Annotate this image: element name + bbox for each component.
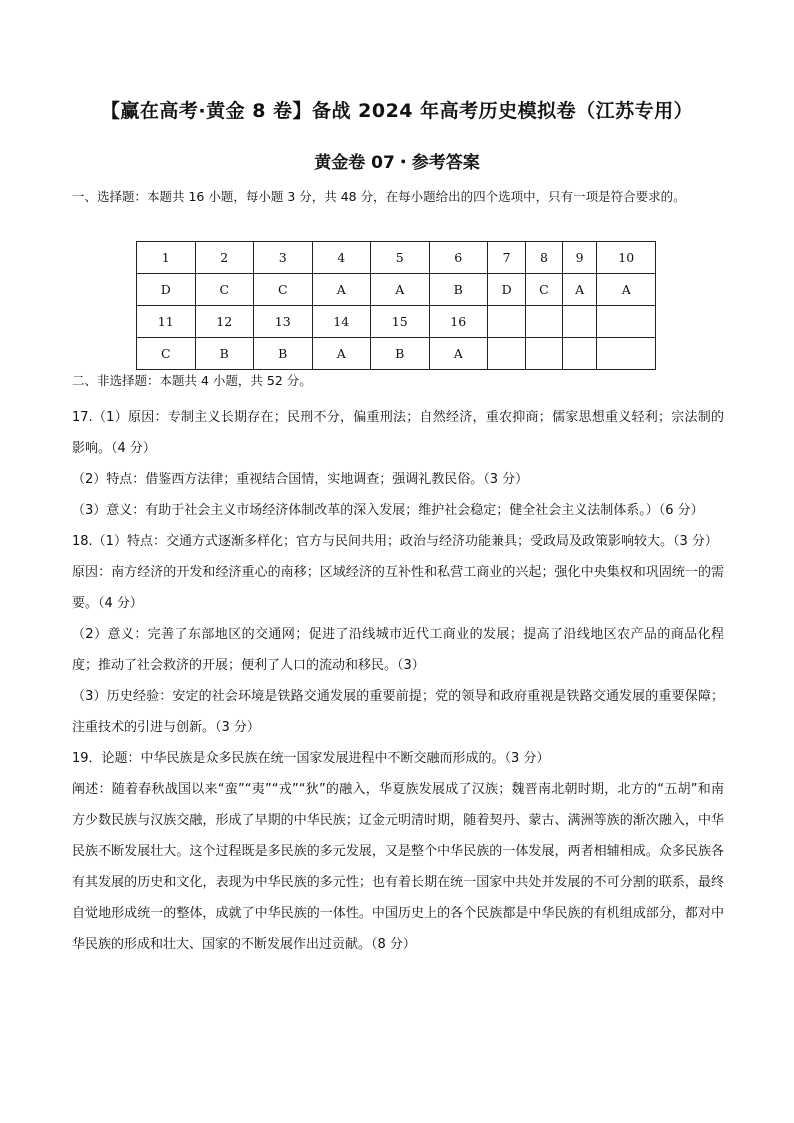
answer-table-cell: A xyxy=(562,274,597,306)
answer-table-cell: A xyxy=(312,338,371,370)
answer-table-cell xyxy=(488,306,526,338)
answer-table-cell: 7 xyxy=(488,242,526,274)
answer-table-row xyxy=(137,274,656,306)
document-title: 【赢在高考·黄金 8 卷】备战 2024 年高考历史模拟卷（江苏专用） xyxy=(100,100,694,122)
answer-table-cell: 15 xyxy=(371,306,430,338)
answer-17-1: 17.（1）原因：专制主义长期存在；民刑不分，偏重刑法；自然经济，重农抑商；儒家思想重义轻利；宗法制的影响。（4 分） xyxy=(72,410,724,456)
answer-17-2: （2）特点：借鉴西方法律；重视结合国情，实地调查；强调礼教民俗。（3 分） xyxy=(72,472,529,487)
answer-18-3: （3）历史经验：安定的社会环境是铁路交通发展的重要前提；党的领导和政府重视是铁路交通发展的重要保障；注重技术的引进与创新。（3 分） xyxy=(72,689,724,735)
answer-table-cell: 1 xyxy=(137,242,196,274)
answer-table-cell: 4 xyxy=(312,242,371,274)
answer-19-thesis: 19．论题：中华民族是众多民族在统一国家发展进程中不断交融而形成的。（3 分） xyxy=(72,751,550,766)
answer-table-cell: A xyxy=(371,274,430,306)
answer-table-row xyxy=(137,338,656,370)
answer-19-elaboration: 阐述：随着春秋战国以来“蛮”“夷”“戎”“狄”的融入，华夏族发展成了汉族；魏晋南北朝时期，北方的“五胡”和南方少数民族与汉族交融，形成了早期的中华民族；辽金元明清时期，随着契丹、蒙古、满洲等族的渐次融入，中华民族不断发展壮大。这个过程既是多民族的多元发展，又是整个中华民族的一体发展，两者相辅相成。众多民族各有其发展的历史和文化，表现为中华民族的多元性；也有着长期在统一国家中共处并发展的不可分割的联系，最终自觉地形成统一的整体，成就了中华民族的一体性。中国历史上的各个民族都是中华民族的有机组成部分，都对中华民族的形成和壮大、国家的不断发展作出过贡献。（8 分） xyxy=(72,782,724,952)
answer-table-cell: C xyxy=(526,274,563,306)
answer-table-cell xyxy=(562,306,597,338)
answer-table-cell xyxy=(488,338,526,370)
answer-table-cell: A xyxy=(429,338,488,370)
answer-table-cell: 12 xyxy=(195,306,254,338)
answer-table-cell xyxy=(526,338,563,370)
answer-18-1-features: 18.（1）特点：交通方式逐渐多样化；官方与民间共用；政治与经济功能兼具；受政局及政策影响较大。（3 分） xyxy=(72,534,718,549)
answer-table-cell: 13 xyxy=(254,306,313,338)
answer-table-cell: 10 xyxy=(597,242,656,274)
answer-table-cell: 2 xyxy=(195,242,254,274)
answer-table-cell: D xyxy=(137,274,196,306)
answer-table-cell: 9 xyxy=(562,242,597,274)
answer-table-cell xyxy=(526,306,563,338)
answer-table-cell xyxy=(597,338,656,370)
answer-table-cell xyxy=(597,306,656,338)
answer-table-cell: 3 xyxy=(254,242,313,274)
answer-table-cell: 6 xyxy=(429,242,488,274)
answer-table-cell: A xyxy=(312,274,371,306)
answers-body xyxy=(72,402,724,960)
section-2-heading: 二、非选择题：本题共 4 小题，共 52 分。 xyxy=(72,373,312,388)
answer-table-cell: B xyxy=(371,338,430,370)
answer-table xyxy=(136,241,656,370)
answer-table-cell: 16 xyxy=(429,306,488,338)
answer-17-3: （3）意义：有助于社会主义市场经济体制改革的深入发展；维护社会稳定；健全社会主义法制体系。）（6 分） xyxy=(72,503,704,518)
answer-table-cell: C xyxy=(254,274,313,306)
section-1-heading: 一、选择题：本题共 16 小题，每小题 3 分，共 48 分，在每小题给出的四个选项中，只有一项是符合要求的。 xyxy=(72,189,686,204)
answer-18-2: （2）意义：完善了东部地区的交通网；促进了沿线城市近代工商业的发展；提高了沿线地区农产品的商品化程度；推动了社会救济的开展；便利了人口的流动和移民。（3） xyxy=(72,627,724,673)
answer-18-1-reasons: 原因：南方经济的开发和经济重心的南移；区域经济的互补性和私营工商业的兴起；强化中央集权和巩固统一的需要。（4 分） xyxy=(72,565,724,611)
answer-table-cell: B xyxy=(429,274,488,306)
answer-table-cell: 5 xyxy=(371,242,430,274)
answer-table-cell: B xyxy=(254,338,313,370)
answer-table-row xyxy=(137,306,656,338)
answer-table-row xyxy=(137,242,656,274)
answer-table-cell: C xyxy=(137,338,196,370)
answer-table-cell: 14 xyxy=(312,306,371,338)
answer-table-cell: D xyxy=(488,274,526,306)
document-subtitle: 黄金卷 07・参考答案 xyxy=(314,153,480,173)
answer-table-cell: 11 xyxy=(137,306,196,338)
answer-table-cell: 8 xyxy=(526,242,563,274)
answer-table-cell: B xyxy=(195,338,254,370)
answer-table-cell: C xyxy=(195,274,254,306)
answer-table-cell xyxy=(562,338,597,370)
answer-table-cell: A xyxy=(597,274,656,306)
